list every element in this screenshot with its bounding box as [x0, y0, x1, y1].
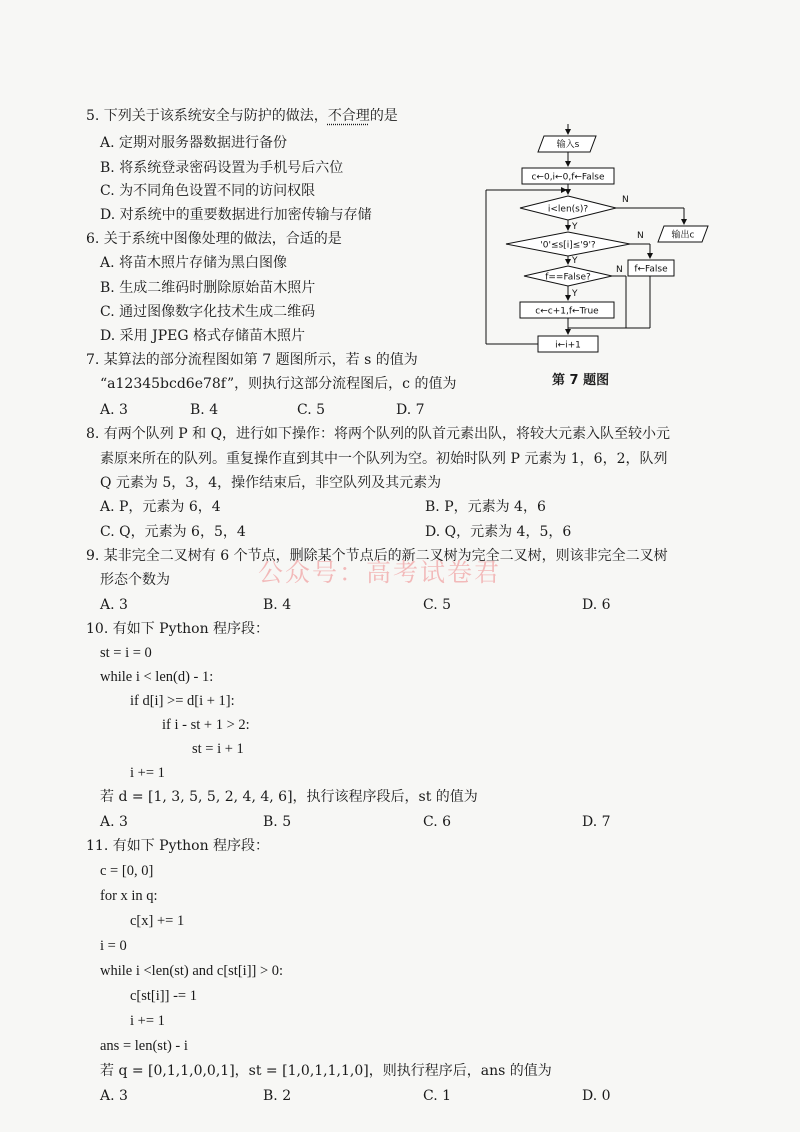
- q11-option-a: A. 3: [100, 1088, 128, 1104]
- q10-code-line: while i < len(d) - 1:: [100, 669, 214, 685]
- q10-code-line: st = i = 0: [100, 645, 152, 661]
- q11-option-b: B. 2: [263, 1088, 292, 1104]
- q7-stem-line2: “a12345bcd6e78f”，则执行这部分流程图后，c 的值为: [100, 376, 457, 392]
- q10-option-c: C. 6: [423, 814, 452, 830]
- q9-stem-line1: 9. 某非完全二叉树有 6 个节点，删除某个节点后的新二叉树为完全二叉树，则该非完全二叉树: [86, 548, 668, 564]
- q10-option-d: D. 7: [582, 814, 611, 830]
- q6-option-b: B. 生成二维码时删除原始苗木照片: [100, 280, 316, 296]
- q8-stem-line3: Q 元素为 5，3，4，操作结束后，非空队列及其元素为: [100, 475, 442, 491]
- q5-stem-a: 5. 下列关于该系统安全与防护的做法，: [86, 108, 328, 124]
- q6-stem: 6. 关于系统中图像处理的做法，合适的是: [86, 231, 342, 247]
- fc-cond1-text: i<len(s)?: [547, 204, 589, 215]
- q11-code-line: c = [0, 0]: [100, 863, 154, 879]
- q7-option-b: B. 4: [190, 402, 219, 418]
- fc-cond2-yes: Y: [572, 256, 578, 266]
- fc-input-text: 输入s: [556, 140, 580, 150]
- fc-incr-text: i←i+1: [555, 340, 581, 351]
- q11-option-c: C. 1: [423, 1088, 452, 1104]
- q11-condition: 若 q = [0,1,1,0,0,1]，st = [1,0,1,1,1,0]，则执行程序后，ans 的值为: [100, 1063, 552, 1079]
- q8-stem-line1: 8. 有两个队列 P 和 Q，进行如下操作：将两个队列的队首元素出队，将较大元素入队至较小元: [86, 426, 671, 442]
- fc-cond2-text: '0'≤s[i]≤'9'?: [540, 240, 596, 251]
- q9-option-d: D. 6: [582, 597, 611, 613]
- fc-cond3-text: f==False?: [545, 272, 591, 283]
- q10-option-b: B. 5: [263, 814, 292, 830]
- q9-option-b: B. 4: [263, 597, 292, 613]
- q11-code-line: while i <len(st) and c[st[i]] > 0:: [100, 963, 284, 979]
- q10-code-line: i += 1: [130, 765, 165, 781]
- q5-stem: [86, 107, 398, 125]
- fc-cond1-no: N: [622, 195, 629, 205]
- q5-option-d: D. 对系统中的重要数据进行加密传输与存储: [100, 207, 372, 223]
- q7-stem-line1: 7. 某算法的部分流程图如第 7 题图所示，若 s 的值为: [86, 352, 418, 368]
- q9-stem-line2: 形态个数为: [100, 572, 170, 588]
- q10-option-a: A. 3: [100, 814, 128, 830]
- watermark: 公众号：高考试卷君: [258, 558, 502, 587]
- flowchart-caption: 第 7 题图: [552, 373, 610, 388]
- q5-stem-c: 的是: [369, 108, 398, 124]
- q10-code-line: if i - st + 1 > 2:: [162, 717, 250, 733]
- q6-option-a: A. 将苗木照片存储为黑白图像: [100, 255, 288, 271]
- q10-code-line: st = i + 1: [192, 741, 244, 757]
- q7-option-d: D. 7: [396, 402, 425, 418]
- q8-option-c: C. Q，元素为 6，5，4: [100, 524, 246, 540]
- fc-cond1-yes: Y: [572, 222, 578, 232]
- q5-option-b: B. 将系统登录密码设置为手机号后六位: [100, 160, 344, 176]
- fc-cond2-no: N: [637, 231, 644, 241]
- q8-option-d: D. Q，元素为 4，5，6: [425, 524, 572, 540]
- q9-option-a: A. 3: [100, 597, 128, 613]
- q6-option-c: C. 通过图像数字化技术生成二维码: [100, 304, 316, 320]
- q8-stem-line2: 素原来所在的队列。重复操作直到其中一个队列为空。初始时队列 P 元素为 1，6，2，队列: [100, 451, 668, 467]
- fc-false-text: f←False: [634, 264, 668, 275]
- q10-stem: 10. 有如下 Python 程序段：: [86, 621, 270, 637]
- q11-code-line: i += 1: [130, 1013, 165, 1029]
- q7-option-a: A. 3: [100, 402, 128, 418]
- q8-option-a: A. P，元素为 6，4: [100, 499, 221, 515]
- q9-option-c: C. 5: [423, 597, 452, 613]
- fc-output-text: 输出c: [671, 230, 695, 241]
- fc-assign-text: c←c+1,f←True: [535, 306, 599, 317]
- q11-code-line: c[st[i]] -= 1: [130, 988, 197, 1004]
- q5-option-c: C. 为不同角色设置不同的访问权限: [100, 183, 316, 199]
- q11-option-d: D. 0: [582, 1088, 611, 1104]
- fc-cond3-no: N: [616, 265, 623, 275]
- flowchart: [482, 122, 712, 362]
- q11-code-line: ans = len(st) - i: [100, 1038, 188, 1054]
- q11-code-line: for x in q:: [100, 888, 158, 904]
- q5-stem-emphasis: 不合理: [327, 108, 370, 124]
- q11-code-line: i = 0: [100, 938, 127, 954]
- fc-cond3-yes: Y: [572, 289, 578, 299]
- fc-init-text: c←0,i←0,f←False: [531, 172, 605, 183]
- q10-code-line: if d[i] >= d[i + 1]:: [130, 693, 235, 709]
- q5-option-a: A. 定期对服务器数据进行备份: [100, 135, 288, 151]
- q8-option-b: B. P，元素为 4，6: [425, 499, 546, 515]
- q11-stem: 11. 有如下 Python 程序段：: [86, 838, 270, 854]
- q7-option-c: C. 5: [297, 402, 326, 418]
- q6-option-d: D. 采用 JPEG 格式存储苗木照片: [100, 328, 305, 344]
- q11-code-line: c[x] += 1: [130, 913, 185, 929]
- q10-condition: 若 d = [1, 3, 5, 5, 2, 4, 4, 6]，执行该程序段后，st 的值为: [100, 789, 478, 805]
